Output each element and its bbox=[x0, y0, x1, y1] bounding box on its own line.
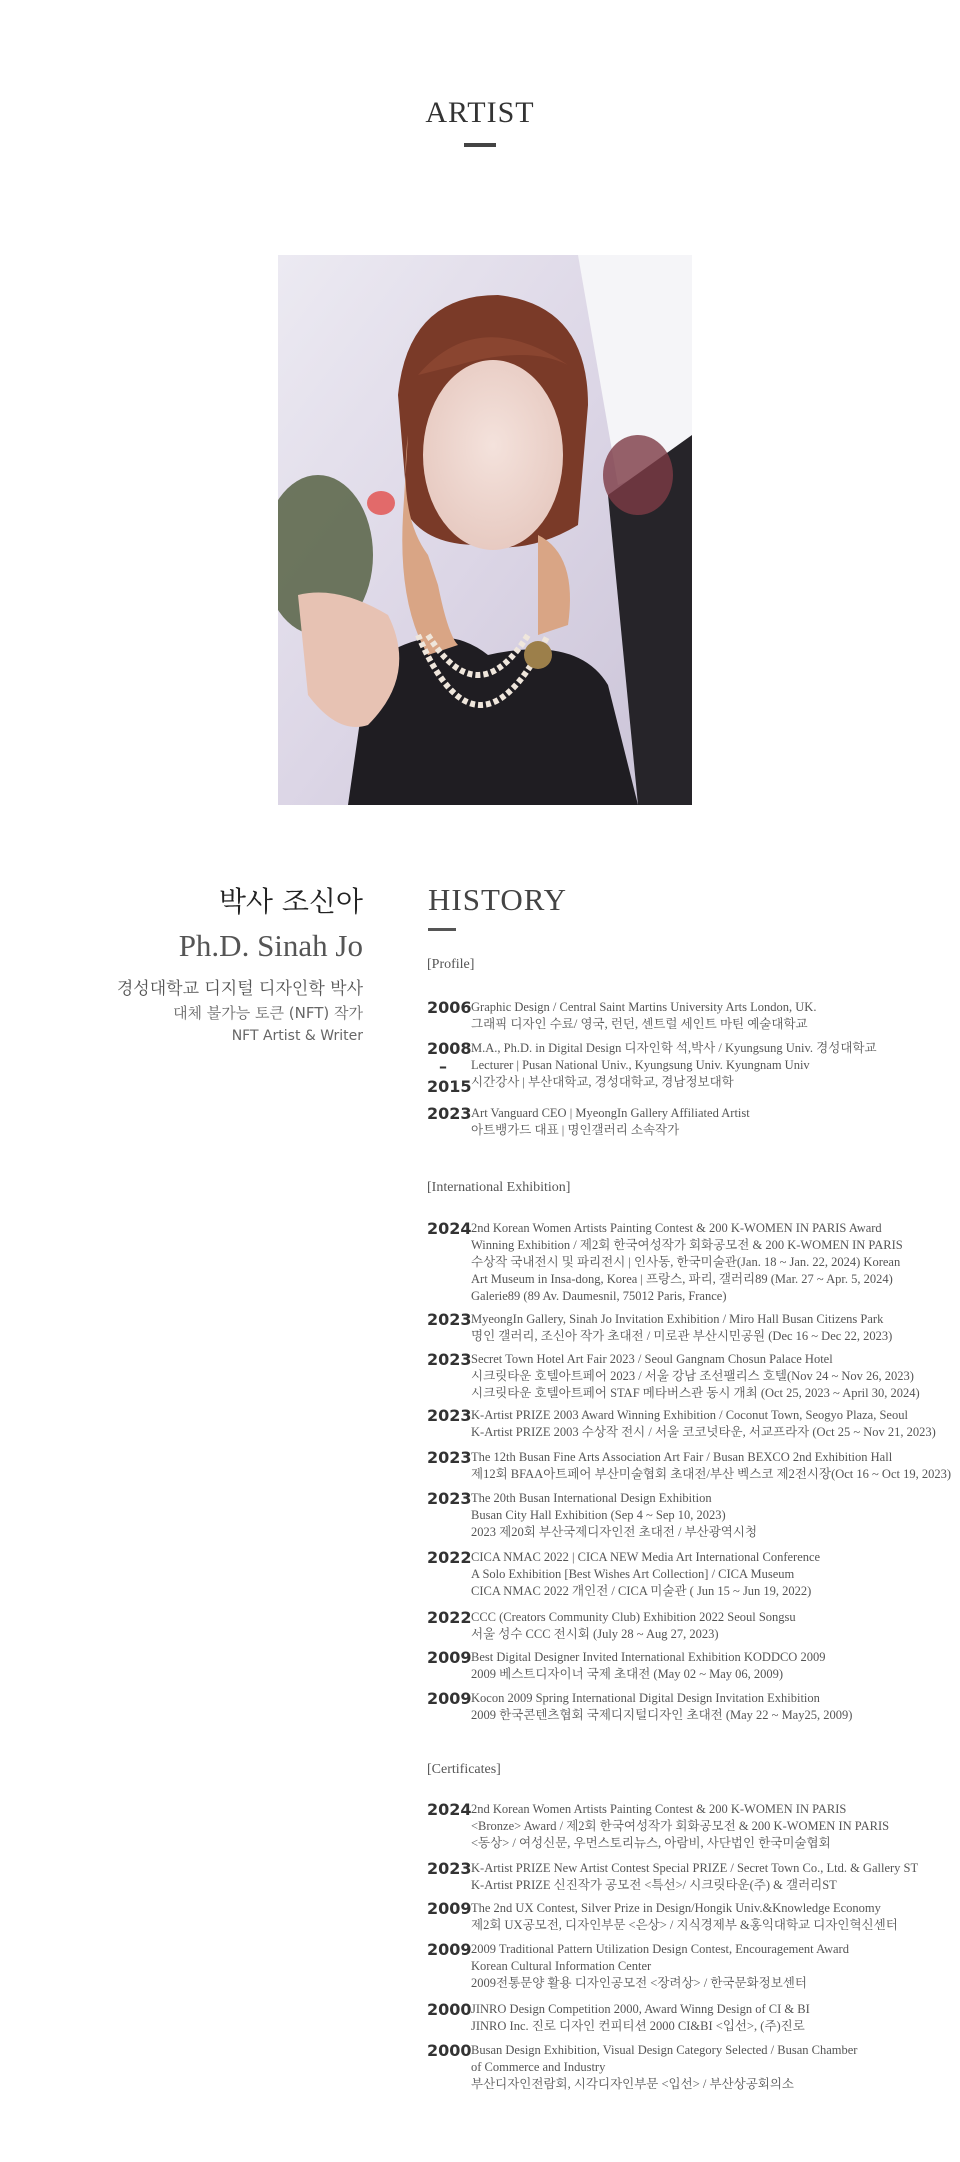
entry-year: 2009 bbox=[427, 1899, 472, 1918]
entry-year: 2023 bbox=[427, 1489, 472, 1508]
artist-role-korean: 대체 불가능 토큰 (NFT) 작가 bbox=[173, 1004, 363, 1022]
entry-line: Secret Town Hotel Art Fair 2023 / Seoul Gangnam Chosun Palace Hotel bbox=[471, 1352, 833, 1366]
entry-line: CICA NMAC 2022 개인전 / CICA 미술관 ( Jun 15 ~ Jun 19, 2022) bbox=[471, 1584, 812, 1598]
entry-line: 2023 제20회 부산국제디자인전 초대전 / 부산광역시청 bbox=[471, 1525, 758, 1539]
entry-line: 시간강사 | 부산대학교, 경성대학교, 경남정보대학 bbox=[471, 1075, 734, 1089]
entry-line: K-Artist PRIZE 신진작가 공모전 <특선>/ 시크릿타운(주) & 갤러리ST bbox=[471, 1878, 837, 1892]
entry-line: JINRO Inc. 진로 디자인 컨피티션 2000 CI&BI <입선>, (주)진로 bbox=[471, 2019, 805, 2033]
entry-year: 2024 bbox=[427, 1219, 472, 1238]
entry-line: CICA NMAC 2022 | CICA NEW Media Art International Conference bbox=[471, 1550, 821, 1564]
entry-year: 2009 bbox=[427, 1940, 472, 1959]
entry-line: 2009 베스트디자이너 국제 초대전 (May 02 ~ May 06, 2009) bbox=[471, 1667, 784, 1681]
entry-line: 부산디자인전람회, 시각디자인부문 <입선> / 부산상공회의소 bbox=[471, 2077, 794, 2091]
artist-portrait bbox=[278, 255, 692, 805]
entry-year: 2023 bbox=[427, 1310, 472, 1329]
entry-year: 2024 bbox=[427, 1800, 472, 1819]
entry-line: 2009전통문양 활용 디자인공모전 <장려상> / 한국문화정보센터 bbox=[471, 1976, 807, 1990]
page-title: ARTIST bbox=[425, 96, 535, 129]
artist-degree: 경성대학교 디지털 디자인학 박사 bbox=[116, 979, 363, 999]
entry-line: Winning Exhibition / 제2회 한국여성작가 회화공모전 & 200 K-WOMEN IN PARIS bbox=[471, 1238, 903, 1252]
entry-line: <Bronze> Award / 제2회 한국여성작가 회화공모전 & 200 K-WOMEN IN PARIS bbox=[471, 1819, 890, 1833]
entry-year: 2023 bbox=[427, 1406, 472, 1425]
entry-line: 아트뱅가드 대표 | 명인갤러리 소속작가 bbox=[471, 1123, 680, 1137]
entry-line: K-Artist PRIZE New Artist Contest Special PRIZE / Secret Town Co., Ltd. & Gallery ST bbox=[471, 1861, 919, 1875]
entry-line: 2nd Korean Women Artists Painting Contest & 200 K-WOMEN IN PARIS Award bbox=[471, 1221, 882, 1235]
entry-line: of Commerce and Industry bbox=[471, 2060, 606, 2074]
entry-line: 시크릿타운 호텔아트페어 STAF 메타버스관 동시 개최 (Oct 25, 2023 ~ April 30, 2024) bbox=[471, 1386, 920, 1400]
entry-year: 2023 bbox=[427, 1859, 472, 1878]
entry-line: Lecturer | Pusan National Univ., Kyungsung Univ. Kyungnam Univ bbox=[471, 1058, 810, 1072]
entry-line: Korean Cultural Information Center bbox=[471, 1959, 652, 1973]
entry-line: Busan Design Exhibition, Visual Design Category Selected / Busan Chamber bbox=[471, 2043, 858, 2057]
entry-line: 서울 성수 CCC 전시회 (July 28 ~ Aug 27, 2023) bbox=[471, 1627, 719, 1641]
entry-year: 2023 bbox=[427, 1350, 472, 1369]
entry-line: JINRO Design Competition 2000, Award Winng Design of CI & BI bbox=[471, 2002, 810, 2016]
history-title: HISTORY bbox=[428, 882, 568, 917]
entry-line: K-Artist PRIZE 2003 Award Winning Exhibition / Coconut Town, Seogyo Plaza, Seoul bbox=[471, 1408, 908, 1422]
entry-line: The 20th Busan International Design Exhibition bbox=[471, 1491, 712, 1505]
entry-line: Art Vanguard CEO | MyeongIn Gallery Affiliated Artist bbox=[471, 1106, 750, 1120]
entry-line: K-Artist PRIZE 2003 수상작 전시 / 서울 코코넛타운, 서교프라자 (Oct 25 ~ Nov 21, 2023) bbox=[471, 1425, 936, 1439]
entry-line: Kocon 2009 Spring International Digital Design Invitation Exhibition bbox=[471, 1691, 820, 1705]
entry-year: 2022 bbox=[427, 1548, 472, 1567]
entry-line: Graphic Design / Central Saint Martins University Arts London, UK. bbox=[471, 1000, 817, 1014]
entry-line: 2009 한국콘텐츠협회 국제디지털디자인 초대전 (May 22 ~ May25, 2009) bbox=[471, 1708, 853, 1722]
entry-line: CCC (Creators Community Club) Exhibition 2022 Seoul Songsu bbox=[471, 1610, 796, 1624]
artist-name-english: Ph.D. Sinah Jo bbox=[178, 928, 363, 963]
entry-line: 제12회 BFAA아트페어 부산미술협회 초대전/부산 벡스코 제2전시장(Oct 16 ~ Oct 19, 2023) bbox=[471, 1467, 951, 1481]
entry-line: 명인 갤러리, 조신아 작가 초대전 / 미로관 부산시민공원 (Dec 16 ~ Dec 22, 2023) bbox=[471, 1329, 893, 1343]
entry-year: 2023 bbox=[427, 1448, 472, 1467]
entry-year: 2009 bbox=[427, 1689, 472, 1708]
entry-line: 시크릿타운 호텔아트페어 2023 / 서울 강남 조선팰리스 호텔(Nov 24 ~ Nov 26, 2023) bbox=[471, 1369, 914, 1383]
entry-line: A Solo Exhibition [Best Wishes Art Collection] / CICA Museum bbox=[471, 1567, 795, 1581]
entry-year: 2009 bbox=[427, 1648, 472, 1667]
entry-year: 2006 bbox=[427, 998, 472, 1017]
artist-name-korean: 박사 조신아 bbox=[218, 885, 363, 918]
entry-year: 2008 bbox=[427, 1039, 472, 1058]
entry-line: 그래픽 디자인 수료/ 영국, 런던, 센트럴 세인트 마틴 예술대학교 bbox=[471, 1017, 808, 1031]
entry-line: 제2회 UX공모전, 디자인부문 <은상> / 지식경제부 &홍익대학교 디자인혁신센터 bbox=[471, 1918, 898, 1932]
entry-line: The 2nd UX Contest, Silver Prize in Design/Hongik Univ.&Knowledge Economy bbox=[471, 1901, 881, 1915]
intl-section-label: [International Exhibition] bbox=[427, 1180, 571, 1195]
entry-line: The 12th Busan Fine Arts Association Art Fair / Busan BEXCO 2nd Exhibition Hall bbox=[471, 1450, 893, 1464]
entry-year-end: 2015 bbox=[427, 1077, 472, 1096]
profile-section-label: [Profile] bbox=[427, 957, 475, 972]
entry-line: Art Museum in Insa-dong, Korea | 프랑스, 파리, 갤러리89 (Mar. 27 ~ Apr. 5, 2024) bbox=[471, 1272, 893, 1286]
artist-role-english: NFT Artist & Writer bbox=[231, 1028, 363, 1044]
entry-line: M.A., Ph.D. in Digital Design 디자인학 석,박사 / Kyungsung Univ. 경성대학교 bbox=[471, 1041, 877, 1055]
entry-line: 2nd Korean Women Artists Painting Contest & 200 K-WOMEN IN PARIS bbox=[471, 1802, 847, 1816]
entry-line: <동상> / 여성신문, 우먼스토리뉴스, 아람비, 사단법인 한국미술협회 bbox=[471, 1836, 831, 1850]
entry-line: Best Digital Designer Invited International Exhibition KODDCO 2009 bbox=[471, 1650, 826, 1664]
entry-year: 2022 bbox=[427, 1608, 472, 1627]
entry-line: 수상작 국내전시 및 파리전시 | 인사동, 한국미술관(Jan. 18 ~ Jan. 22, 2024) Korean bbox=[471, 1255, 901, 1269]
entry-line: 2009 Traditional Pattern Utilization Design Contest, Encouragement Award bbox=[471, 1942, 849, 1956]
title-underline bbox=[464, 143, 496, 147]
entry-line: Galerie89 (89 Av. Daumesnil, 75012 Paris, France) bbox=[471, 1289, 727, 1303]
entry-line: MyeongIn Gallery, Sinah Jo Invitation Exhibition / Miro Hall Busan Citizens Park bbox=[471, 1312, 884, 1326]
cert-section-label: [Certificates] bbox=[427, 1762, 501, 1777]
portrait-image bbox=[278, 255, 692, 805]
entry-line: Busan City Hall Exhibition (Sep 4 ~ Sep 10, 2023) bbox=[471, 1508, 726, 1522]
history-underline bbox=[428, 928, 456, 931]
entry-year-separator: – bbox=[439, 1057, 447, 1076]
entry-year: 2023 bbox=[427, 1104, 472, 1123]
entry-year: 2000 bbox=[427, 2041, 472, 2060]
entry-year: 2000 bbox=[427, 2000, 472, 2019]
